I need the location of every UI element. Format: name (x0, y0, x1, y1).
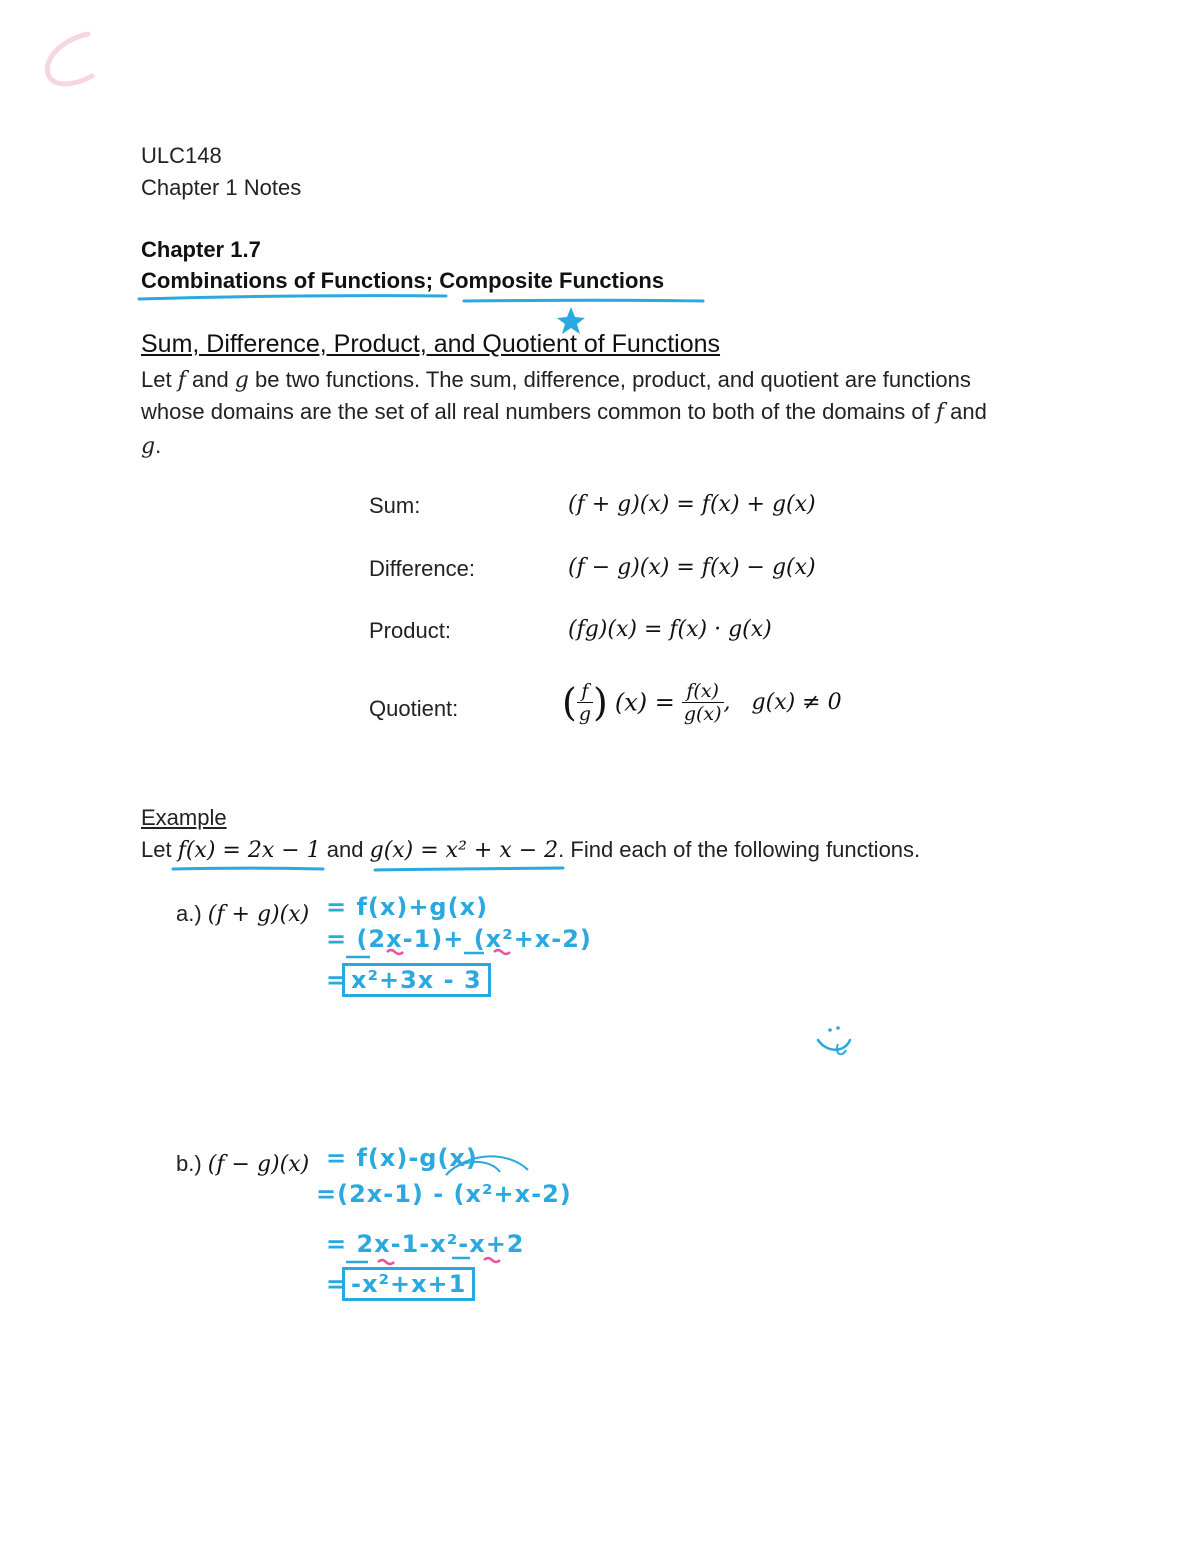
notes-subtitle: Chapter 1 Notes (141, 175, 302, 200)
part-a-answer: x²+3x - 3 (342, 963, 491, 997)
squiggle-mark (494, 950, 510, 954)
example-text: and (320, 837, 370, 862)
quotient-comma: , (723, 690, 731, 715)
title-underline-right (464, 300, 703, 301)
chapter-title-part2: Composite Functions (439, 268, 665, 293)
smiley-doodle (818, 1040, 850, 1050)
part-b-work-4: = (326, 1270, 348, 1298)
quotient-condition: g(x) ≠ 0 (751, 690, 842, 715)
squiggle-mark (378, 1260, 394, 1264)
chapter-number: Chapter 1.7 (141, 237, 261, 262)
intro-text: and (944, 399, 987, 424)
symbol-g: g (234, 368, 249, 393)
symbol-f: f (177, 368, 186, 393)
example-heading: Example (141, 805, 227, 830)
symbol-g: g (141, 434, 156, 459)
quotient-label: Quotient: (369, 696, 459, 721)
g-definition: g(x) = x² + x − 2 (369, 838, 559, 863)
part-b-work-1: = f(x)-g(x) (326, 1144, 478, 1172)
product-formula: (fg)(x) = f(x) · g(x) (568, 617, 772, 642)
title-underline-left (139, 296, 446, 299)
squiggle-mark (387, 950, 403, 954)
chapter-title-part1: Combinations of Functions (141, 268, 426, 293)
faint-logo-stroke (47, 34, 92, 84)
rhs-numerator: f(x) (682, 680, 724, 703)
product-label: Product: (369, 618, 451, 643)
part-a-work-1: = f(x)+g(x) (326, 893, 489, 921)
f-definition: f(x) = 2x − 1 (177, 838, 321, 863)
lhs-numerator: f (577, 680, 593, 703)
part-a-work-3: = (326, 966, 348, 994)
chapter-title-separator: ; (425, 268, 434, 293)
example-text: Let (141, 837, 178, 862)
symbol-f: f (935, 400, 945, 425)
intro-text: Let (141, 367, 178, 392)
course-code: ULC148 (141, 143, 222, 168)
smiley-eye (836, 1026, 840, 1030)
lhs-denominator: g (578, 703, 591, 725)
rhs-denominator: g(x) (683, 703, 722, 725)
squiggle-mark (484, 1258, 500, 1262)
difference-label: Difference: (369, 556, 475, 581)
difference-formula: (f − g)(x) = f(x) − g(x) (568, 555, 816, 580)
part-b-work-3: = 2x-1-x²-x+2 (326, 1230, 525, 1258)
part-a-expression: (f + g)(x) (207, 902, 310, 927)
part-a-label: a.) (176, 901, 208, 926)
part-a-work-2: = (2x-1)+ (x²+x-2) (326, 925, 592, 953)
example-text: . Find each of the following functions. (558, 837, 921, 862)
section-title: Sum, Difference, Product, and Quotient of Functions (141, 330, 721, 358)
g-def-underline (375, 868, 563, 870)
intro-text: . (155, 433, 162, 458)
part-b-work-2: =(2x-1) - (x²+x-2) (316, 1180, 572, 1208)
part-b-expression: (f − g)(x) (207, 1152, 310, 1177)
smiley-eye (828, 1028, 832, 1032)
intro-text: be two functions. The sum, difference, product, and quotient are functions (248, 367, 971, 392)
intro-text: and (185, 367, 235, 392)
distribute-arrow (446, 1156, 528, 1175)
intro-text: whose domains are the set of all real numbers common to both of the domains of (141, 399, 936, 424)
quotient-lhs-tail: (x) = (614, 688, 675, 717)
f-def-underline (173, 868, 323, 869)
part-b-label: b.) (176, 1151, 208, 1176)
sum-label: Sum: (369, 493, 421, 518)
star-icon (557, 307, 585, 334)
quotient-formula: ( $\frac{f}{g}$ ) (x) = $\frac{f(x)}{g(x)}$ , g(x) ≠ 0 (562, 680, 842, 725)
part-b-answer: -x²+x+1 (342, 1267, 475, 1301)
sum-formula: (f + g)(x) = f(x) + g(x) (568, 492, 816, 517)
